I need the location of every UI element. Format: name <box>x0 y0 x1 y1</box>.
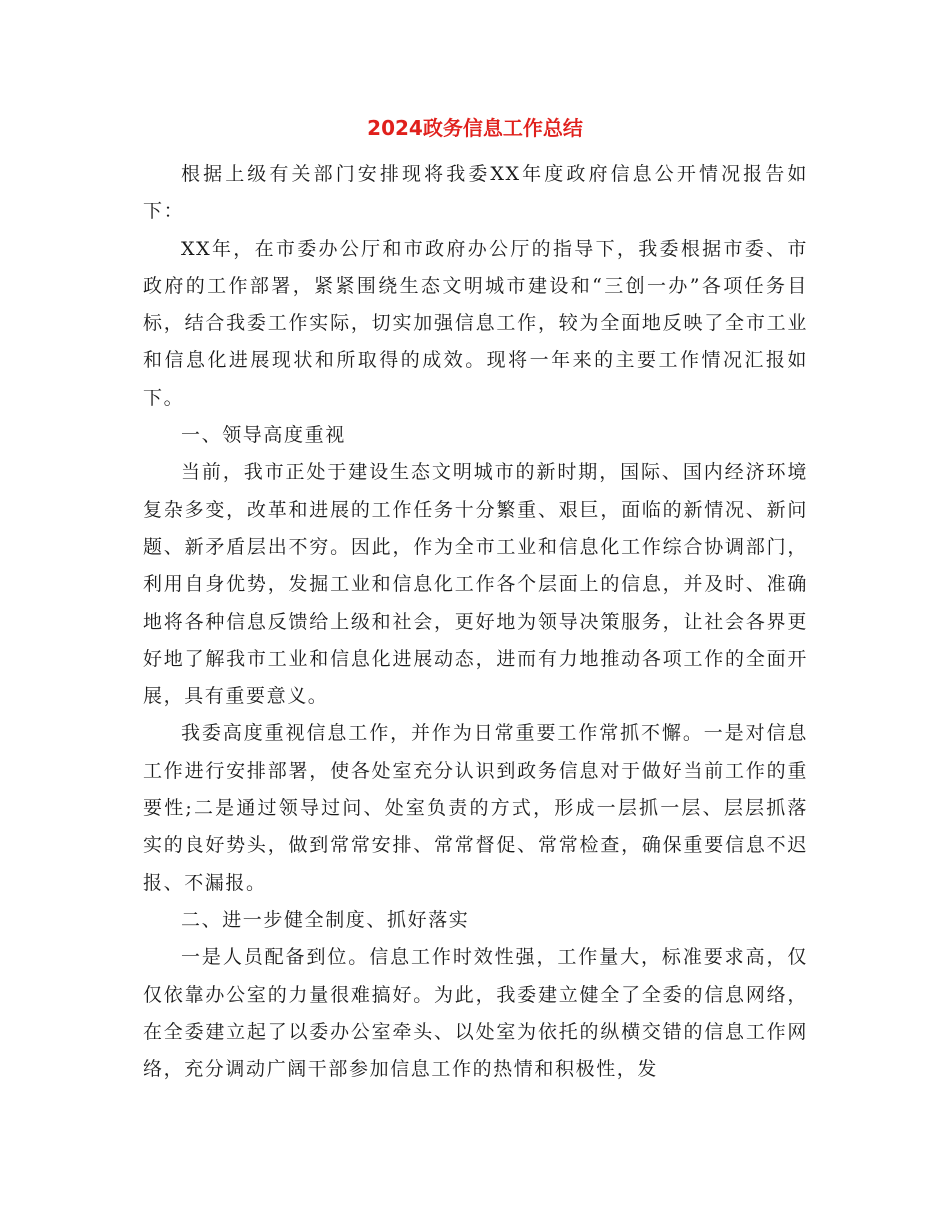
document-title: 2024政务信息工作总结 <box>367 116 583 140</box>
overview-paragraph: XX年，在市委办公厅和市政府办公厅的指导下，我委根据市委、市政府的工作部署，紧紧围绕生态文明城市建设和“三创一办”各项任务目标，结合我委工作实际，切实加强信息工作，较为全面地反映了全市工业和信息化进展现状和所取得的成效。现将一年来的主要工作情况汇报如下。 <box>143 237 808 409</box>
staffing-paragraph: 一是人员配备到位。信息工作时效性强，工作量大，标准要求高，仅仅依靠办公室的力量很难搞好。为此，我委建立健全了全委的信息网络，在全委建立起了以委办公室牵头、以处室为依托的纵横交错的信息工作网络，充分调动广阔干部参加信息工作的热情和积极性，发 <box>143 946 808 1081</box>
intro-paragraph: 根据上级有关部门安排现将我委XX年度政府信息公开情况报告如下： <box>143 163 808 223</box>
leadership-paragraph: 我委高度重视信息工作，并作为日常重要工作常抓不懈。一是对信息工作进行安排部署，使各处室充分认识到政务信息对于做好当前工作的重要性;二是通过领导过问、处室负责的方式，形成一层抓一层、层层抓落实的良好势头，做到常常安排、常常督促、常常检查，确保重要信息不迟报、不漏报。 <box>143 722 808 894</box>
context-paragraph: 当前，我市正处于建设生态文明城市的新时期，国际、国内经济环境复杂多变，改革和进展的工作任务十分繁重、艰巨，面临的新情况、新问题、新矛盾层出不穷。因此，作为全市工业和信息化工作综合协调部门，利用自身优势，发掘工业和信息化工作各个层面上的信息，并及时、准确地将各种信息反馈给上级和社会，更好地为领导决策服务，让社会各界更好地了解我市工业和信息化进展动态，进而有力地推动各项工作的全面开展，具有重要意义。 <box>143 461 808 708</box>
section-heading-1: 一、领导高度重视 <box>181 424 346 447</box>
section-heading-2: 二、进一步健全制度、抓好落实 <box>181 908 470 931</box>
document-body <box>143 156 808 1088</box>
